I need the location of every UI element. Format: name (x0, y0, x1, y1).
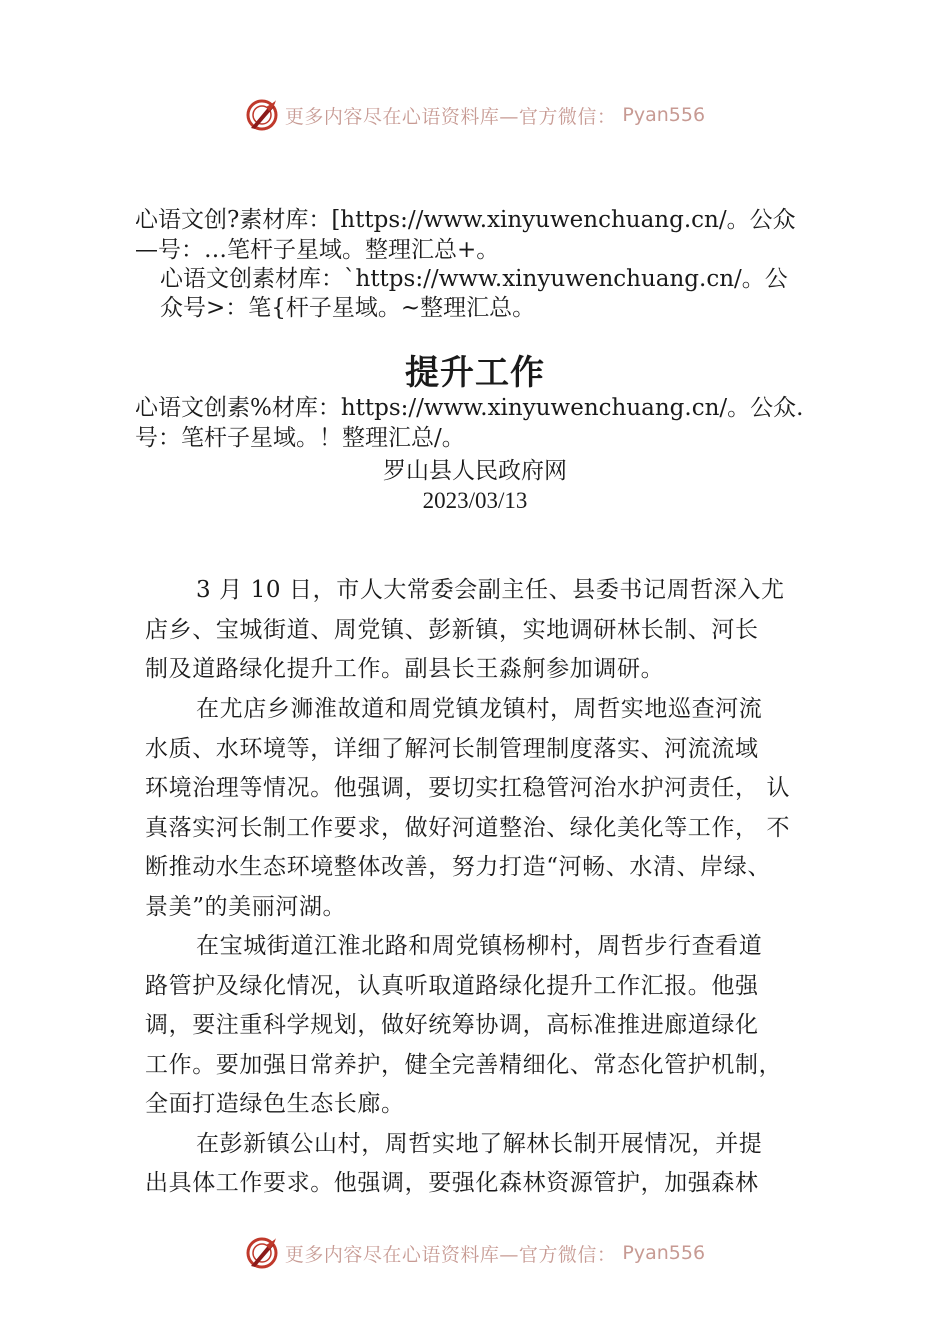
quill-seal-icon (245, 1236, 279, 1270)
publish-date: 2023/03/13 (422, 488, 528, 513)
body-line: 断推动水生态环境整体改善，努力打造“河畅、水清、岸绿、 (145, 854, 771, 880)
document-title: 提升工作 (405, 353, 545, 393)
body-line: 在宝城街道江淮北路和周党镇杨柳村，周哲步行查看道 (196, 933, 763, 959)
watermark-text: 更多内容尽在心语资料库—官方微信： (284, 1243, 617, 1266)
body-line: 调，要注重科学规划，做好统筹协调，高标准推进廊道绿化 (145, 1012, 759, 1038)
header-note-line: —号：…笔杆子星域。整理汇总+。 (135, 237, 500, 263)
body-line: 全面打造绿色生态长廊。 (145, 1091, 405, 1117)
body-line: 在尤店乡浉淮故道和周党镇龙镇村，周哲实地巡查河流 (196, 696, 763, 722)
body-line: 出具体工作要求。他强调，要强化森林资源管护，加强森林 (145, 1170, 759, 1196)
watermark-wechat-id: Pyan556 (622, 104, 706, 126)
quill-seal-icon (245, 98, 279, 132)
header-note-line: 心语文创?素材库：[https://www.xinyuwenchuang.cn/。公众 (135, 207, 796, 233)
body-line: 景美”的美丽河湖。 (145, 894, 347, 920)
watermark-wechat-id: Pyan556 (622, 1242, 706, 1264)
body-line: 环境治理等情况。他强调，要切实扛稳管河治水护河责任， 认 (145, 775, 791, 801)
bottom-watermark-banner (0, 1233, 950, 1273)
body-line: 制及道路绿化提升工作。副县长王淼舸参加调研。 (145, 656, 665, 682)
body-line: 工作。要加强日常养护，健全完善精细化、常态化管护机制， (145, 1052, 783, 1078)
body-line: 路管护及绿化情况，认真听取道路绿化提升工作汇报。他强 (145, 973, 759, 999)
top-watermark-banner (0, 95, 950, 135)
sub-note-line: 号：笔杆子星域。！整理汇总/。 (135, 425, 465, 451)
body-line: 在彭新镇公山村，周哲实地了解林长制开展情况，并提 (196, 1131, 763, 1157)
source-name: 罗山县人民政府网 (383, 458, 567, 484)
body-line: 店乡、宝城街道、周党镇、彭新镇，实地调研林长制、河长 (145, 617, 759, 643)
body-line: 3 月 10 日，市人大常委会副主任、县委书记周哲深入尤 (196, 577, 785, 603)
header-note-line: 心语文创素材库：`https://www.xinyuwenchuang.cn/。公 (160, 266, 788, 292)
watermark-text: 更多内容尽在心语资料库—官方微信： (284, 105, 617, 128)
body-line: 水质、水环境等，详细了解河长制管理制度落实、河流流域 (145, 736, 759, 762)
header-note-line: 众号>：笔{杆子星域。~整理汇总。 (160, 295, 536, 321)
sub-note-line: 心语文创素%材库：https://www.xinyuwenchuang.cn/。公众. (135, 395, 804, 421)
body-line: 真落实河长制工作要求，做好河道整治、绿化美化等工作， 不 (145, 815, 791, 841)
